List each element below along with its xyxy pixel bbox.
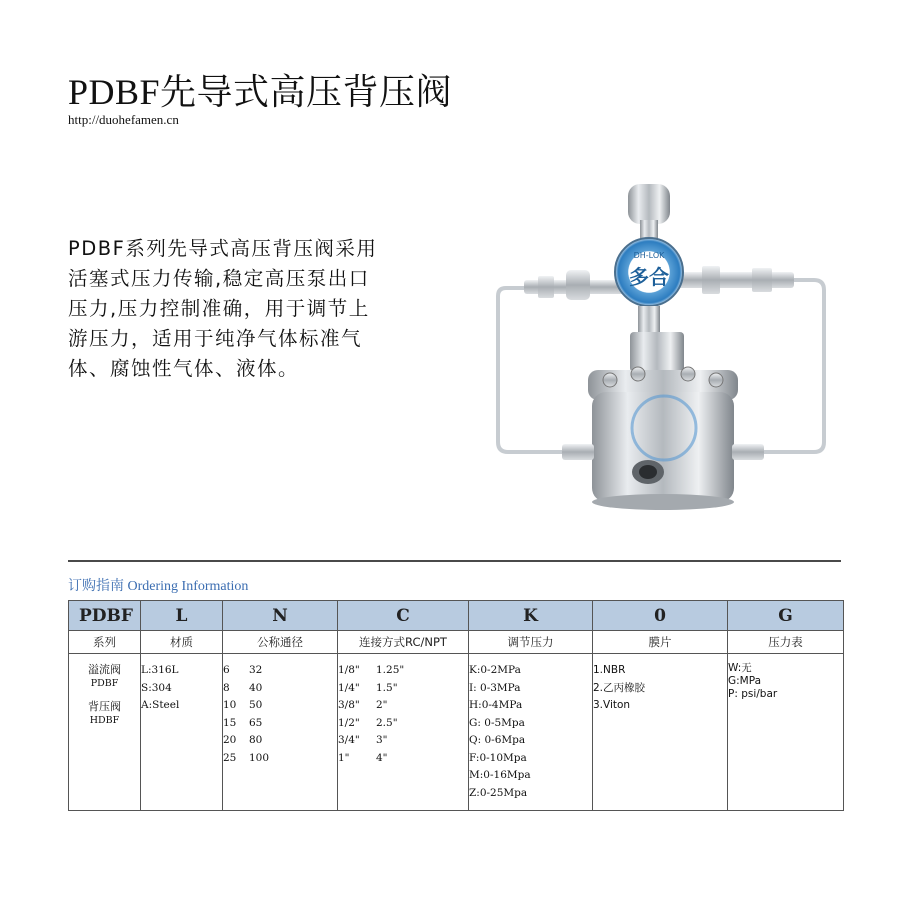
connection-option: 3/4" 3" bbox=[338, 734, 388, 746]
page-title: PDBF先导式高压背压阀 bbox=[68, 72, 453, 112]
gauge-options bbox=[728, 654, 844, 811]
header-connection: 连接方式RC/NPT bbox=[338, 631, 469, 654]
logo-mark-text: 多合 bbox=[629, 265, 669, 289]
code-row bbox=[69, 601, 844, 631]
series-options bbox=[69, 654, 141, 811]
diameter-option: 25 100 bbox=[223, 751, 270, 764]
header-series: 系列 bbox=[69, 631, 141, 654]
pressure-options bbox=[469, 654, 593, 811]
code-series: PDBF bbox=[69, 601, 141, 631]
gauge-option: W:无 bbox=[728, 662, 752, 674]
membrane-options bbox=[593, 654, 728, 811]
pressure-option: M:0-16Mpa bbox=[469, 769, 531, 781]
connection-options bbox=[338, 654, 469, 811]
pressure-option: H:0-4MPa bbox=[469, 699, 523, 711]
header-row bbox=[69, 631, 844, 654]
pressure-option: F:0-10Mpa bbox=[469, 751, 527, 764]
options-row bbox=[69, 654, 844, 811]
material-options bbox=[141, 654, 223, 811]
header-gauge: 压力表 bbox=[728, 631, 844, 654]
material-option: L:316L bbox=[141, 664, 179, 676]
pressure-option: K:0-2MPa bbox=[469, 664, 521, 676]
membrane-option: 1.NBR bbox=[593, 664, 626, 676]
code-membrane: 0 bbox=[593, 601, 728, 631]
code-connection: C bbox=[338, 601, 469, 631]
connection-option: 1/4" 1.5" bbox=[338, 681, 398, 694]
description-line: PDBF系列先导式高压背压阀采用 bbox=[68, 237, 378, 260]
code-diameter: N bbox=[223, 601, 338, 631]
series-name: 背压阀 bbox=[88, 700, 121, 713]
header-material: 材质 bbox=[141, 631, 223, 654]
connection-option: 1" 4" bbox=[338, 751, 388, 764]
code-material: L bbox=[141, 601, 223, 631]
pressure-option: Q: 0-6Mpa bbox=[469, 734, 526, 746]
description-line: 压力,压力控制准确，用于调节上 bbox=[68, 297, 370, 320]
ordering-section-title: 订购指南 Ordering Information bbox=[68, 579, 249, 594]
membrane-option: 3.Viton bbox=[593, 699, 631, 711]
section-divider bbox=[68, 560, 841, 562]
header-diameter: 公称通径 bbox=[223, 631, 338, 654]
pressure-option: I: 0-3MPa bbox=[469, 681, 521, 694]
connection-option: 1/2" 2.5" bbox=[338, 716, 398, 729]
description-line: 游压力，适用于纯净气体标准气 bbox=[68, 327, 363, 350]
pressure-option: Z:0-25Mpa bbox=[469, 786, 528, 799]
back-pressure-valve-photo bbox=[488, 180, 833, 525]
website-url: http://duohefamen.cn bbox=[68, 112, 179, 127]
ordering-table bbox=[68, 600, 844, 811]
connection-option: 3/8" 2" bbox=[338, 699, 388, 711]
material-option: A:Steel bbox=[141, 699, 180, 711]
diameter-options bbox=[223, 654, 338, 811]
diameter-option: 20 80 bbox=[223, 734, 263, 746]
material-option: S:304 bbox=[141, 681, 172, 694]
description-line: 活塞式压力传输,稳定高压泵出口 bbox=[68, 267, 370, 290]
header-pressure: 调节压力 bbox=[469, 631, 593, 654]
diameter-option: 6 32 bbox=[223, 664, 263, 676]
connection-option: 1/8" 1.25" bbox=[338, 664, 405, 676]
diameter-option: 15 65 bbox=[223, 716, 263, 729]
header-membrane: 膜片 bbox=[593, 631, 728, 654]
series-name: 溢流阀 bbox=[88, 663, 121, 676]
membrane-option: 2.乙丙橡胶 bbox=[593, 681, 646, 694]
code-gauge: G bbox=[728, 601, 844, 631]
pressure-option: G: 0-5Mpa bbox=[469, 716, 525, 729]
description-line: 体、腐蚀性气体、液体。 bbox=[68, 357, 300, 380]
gauge-option: G:MPa bbox=[728, 675, 762, 687]
series-code: PDBF bbox=[90, 678, 119, 689]
series-code: HDBF bbox=[89, 715, 120, 726]
product-description bbox=[68, 234, 448, 384]
diameter-option: 8 40 bbox=[223, 681, 263, 694]
diameter-option: 10 50 bbox=[223, 699, 263, 711]
code-pressure: K bbox=[469, 601, 593, 631]
logo-brand-text: DH-LOK bbox=[633, 251, 665, 260]
gauge-option: P: psi/bar bbox=[728, 688, 778, 700]
